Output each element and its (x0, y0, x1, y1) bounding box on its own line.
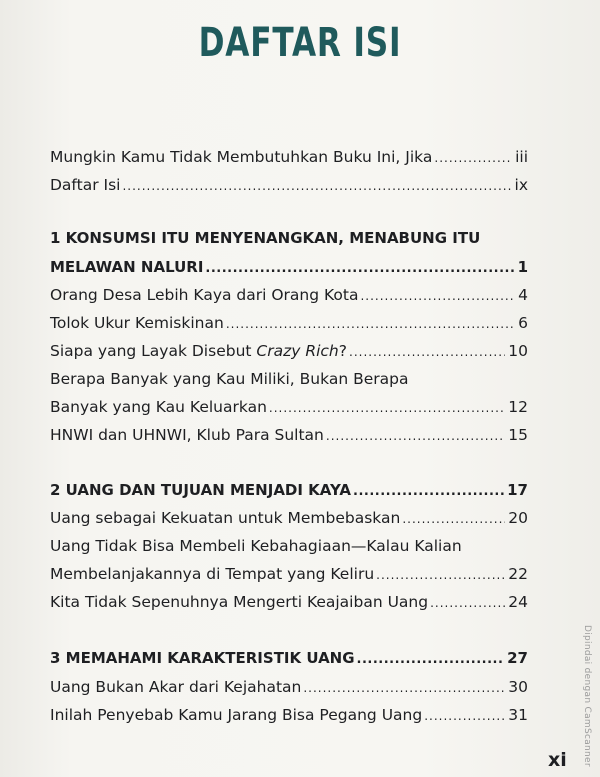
chapter-title: 2 UANG DAN TUJUAN MENJADI KAYA (50, 481, 352, 499)
entry-label: Inilah Penyebab Kamu Jarang Bisa Pegang Uang (50, 706, 423, 724)
entry-page: 31 (508, 706, 528, 724)
entry-page: ix (514, 176, 528, 194)
toc-entry (50, 507, 528, 530)
dot-leader (360, 285, 515, 307)
entry-page: 15 (508, 426, 528, 444)
dot-leader (349, 341, 505, 363)
dot-leader (430, 592, 505, 614)
dot-leader (424, 705, 505, 727)
chapter-2-heading (50, 479, 528, 503)
toc-entry (50, 340, 528, 363)
entry-page: 6 (518, 314, 528, 332)
dot-leader (376, 564, 505, 586)
dot-leader (269, 397, 505, 419)
chapter-page: 1 (517, 258, 528, 276)
toc-entry-line1: Berapa Banyak yang Kau Miliki, Bukan Berapa (50, 370, 409, 388)
entry-label: Daftar Isi (50, 176, 121, 194)
chapter-title: 3 MEMAHAMI KARAKTERISTIK UANG (50, 649, 355, 667)
toc-entry-line1: Uang Tidak Bisa Membeli Kebahagiaan—Kalau Kalian (50, 537, 462, 555)
chapter-page: 27 (507, 649, 528, 667)
entry-page: 12 (508, 398, 528, 416)
chapter-1-title-line1: 1 KONSUMSI ITU MENYENANGKAN, MENABUNG ITU (50, 229, 481, 247)
entry-label: HNWI dan UHNWI, Klub Para Sultan (50, 426, 324, 444)
dot-leader (357, 649, 505, 671)
toc-entry (50, 676, 528, 699)
toc-entry (50, 174, 528, 197)
entry-label: Mungkin Kamu Tidak Membutuhkan Buku Ini, Jika (50, 148, 433, 166)
entry-label: Banyak yang Kau Keluarkan (50, 398, 267, 416)
chapter-1-heading (50, 256, 528, 280)
entry-page: iii (515, 148, 528, 166)
dot-leader (303, 677, 505, 699)
dot-leader (353, 481, 504, 503)
toc-entry (50, 396, 528, 419)
toc-entry (50, 312, 528, 335)
entry-label-italic: Crazy Rich (256, 342, 339, 360)
toc-entry (50, 284, 528, 307)
dot-leader (122, 175, 511, 197)
chapter-page: 17 (507, 481, 528, 499)
entry-label-pre: Siapa yang Layak Disebut (50, 342, 257, 360)
chapter-3-heading (50, 647, 528, 671)
dot-leader (226, 313, 515, 335)
page-number: xi (548, 749, 567, 771)
toc-entry (50, 424, 528, 447)
entry-page: 20 (508, 509, 528, 527)
entry-label: Tolok Ukur Kemiskinan (50, 314, 224, 332)
entry-page: 4 (518, 286, 528, 304)
toc-entry (50, 591, 528, 614)
entry-label: Orang Desa Lebih Kaya dari Orang Kota (50, 286, 359, 304)
entry-label: Membelanjakannya di Tempat yang Keliru (50, 565, 375, 583)
entry-page: 30 (508, 678, 528, 696)
dot-leader (434, 147, 512, 169)
toc-entry (50, 146, 528, 169)
entry-page: 24 (508, 593, 528, 611)
entry-label: Uang Bukan Akar dari Kejahatan (50, 678, 302, 696)
entry-label: Uang sebagai Kekuatan untuk Membebaskan (50, 509, 401, 527)
dot-leader (326, 425, 505, 447)
entry-page: 10 (508, 342, 528, 360)
entry-page: 22 (508, 565, 528, 583)
dot-leader (402, 508, 505, 530)
dot-leader (205, 258, 514, 280)
toc-entry (50, 563, 528, 586)
page-title: DAFTAR ISI (198, 20, 402, 66)
entry-label: Kita Tidak Sepenuhnya Mengerti Keajaiban Uang (50, 593, 429, 611)
entry-label-post: ? (338, 342, 347, 360)
scanner-watermark: Dipindai dengan CamScanner (582, 625, 592, 767)
entry-label (50, 340, 347, 362)
toc-entry (50, 704, 528, 727)
chapter-title: MELAWAN NALURI (50, 258, 204, 276)
